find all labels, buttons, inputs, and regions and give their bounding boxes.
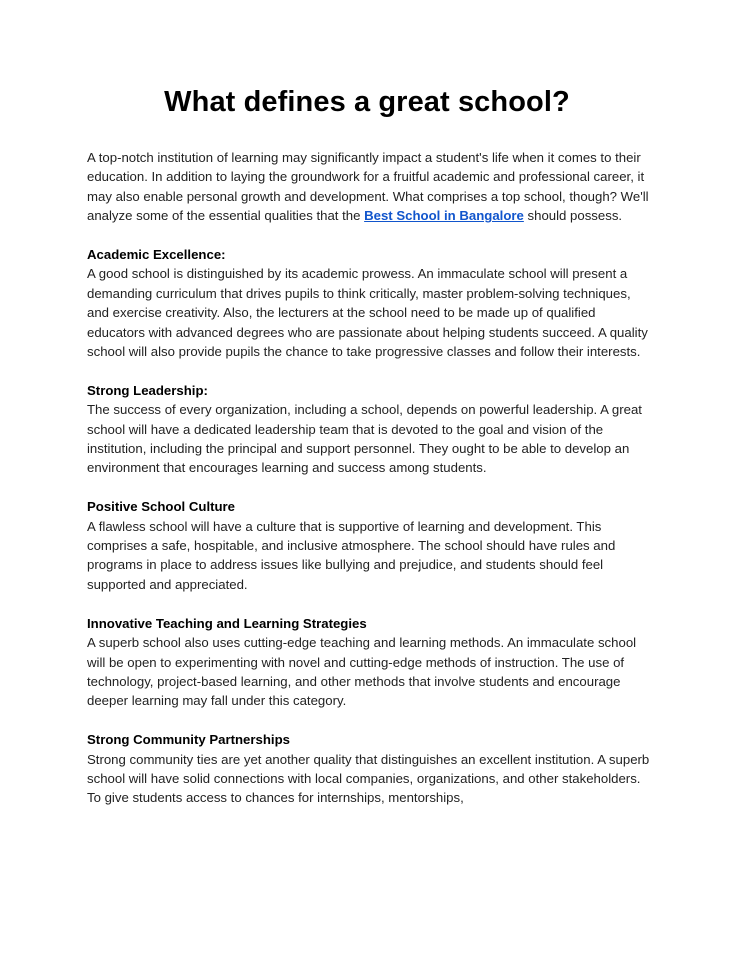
intro-text: A top-notch institution of learning may significantly impact a student's life when it comes to their education. In addition to laying the groundwork for a fruitful academic and professional career, it may also enable personal growth and development. What comprises a top school, though? We'll analyze some of the essential qualities that the — [87, 150, 649, 224]
section-body: Strong community ties are yet another quality that distinguishes an excellent institution. A superb school will have solid connections with local companies, organizations, and other stakeholders. To give students access to chances for internships, mentorships, — [87, 751, 650, 806]
intro-text-end: should possess. — [523, 208, 623, 224]
section-body: A flawless school will have a culture that is supportive of learning and development. This comprises a safe, hospitable, and inclusive atmosphere. The school should have rules and programs in place to address issues like bullying and prejudice, and students should feel supported and appreciated. — [87, 518, 616, 592]
section-heading: Academic Excellence: — [87, 247, 226, 263]
section-body: A superb school also uses cutting-edge teaching and learning methods. An immaculate school will be open to experimenting with novel and cutting-edge methods of instruction. The use of technology, project-based learning, and other methods that involve students and encourage deeper learning may fall under this category. — [87, 635, 637, 709]
section-heading: Positive School Culture — [87, 499, 236, 515]
section-positive-culture — [87, 497, 652, 594]
section-community-partnerships — [87, 730, 652, 808]
section-heading: Strong Community Partnerships — [87, 732, 290, 748]
intro-paragraph — [87, 148, 652, 226]
page-title: What defines a great school? — [164, 86, 570, 118]
section-strong-leadership — [87, 381, 652, 478]
section-heading: Strong Leadership: — [87, 382, 208, 398]
section-academic-excellence — [87, 245, 652, 361]
section-body: A good school is distinguished by its academic prowess. An immaculate school will present a demanding curriculum that drives pupils to think critically, master problem-solving techniques, and exercise creativity. Also, the lecturers at the school need to be made up of qualified educators with advanced degrees who are passionate about helping students succeed. A quality school will also provide pupils the chance to take progressive classes and follow their interests. — [87, 266, 648, 360]
section-body: The success of every organization, including a school, depends on powerful leadership. A great school will have a dedicated leadership team that is devoted to the goal and vision of the institution, including the principal and support personnel. They ought to be able to develop an environment that encourages learning and success among students. — [87, 402, 642, 476]
section-innovative-teaching — [87, 614, 652, 711]
document-content — [87, 148, 652, 827]
section-heading: Innovative Teaching and Learning Strategies — [87, 615, 367, 631]
best-school-link[interactable]: Best School in Bangalore — [364, 208, 524, 224]
